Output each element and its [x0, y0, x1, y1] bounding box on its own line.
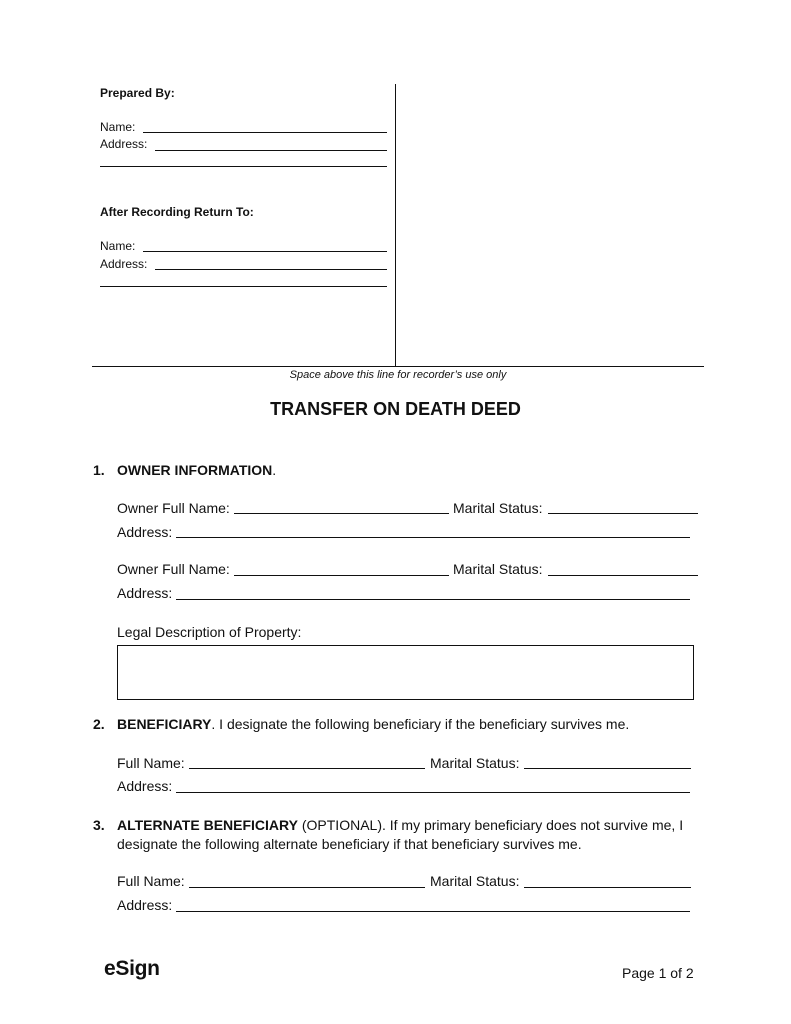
page-number: Page 1 of 2 [622, 965, 694, 981]
owner2-address-field[interactable] [176, 599, 690, 600]
document-title: TRANSFER ON DEATH DEED [270, 399, 521, 419]
alternate-marital-label: Marital Status: [430, 873, 520, 889]
recorder-area-line [92, 366, 704, 367]
alternate-marital-field[interactable] [524, 887, 691, 888]
owner2-address-label: Address: [117, 585, 173, 601]
owner1-marital-label: Marital Status: [453, 500, 543, 516]
beneficiary-marital-field[interactable] [524, 768, 691, 769]
owner2-marital-field[interactable] [548, 575, 698, 576]
beneficiary-address-label: Address: [117, 778, 173, 794]
owner2-name-label: Owner Full Name: [117, 561, 230, 577]
section-2-number: 2. [93, 716, 105, 732]
recorder-note: Space above this line for recorder’s use only [289, 369, 507, 381]
owner1-name-field[interactable] [234, 513, 449, 514]
esign-logo: eSign [104, 957, 160, 980]
return-name-label: Name: [100, 239, 136, 253]
section-2-heading [117, 716, 629, 732]
alternate-name-field[interactable] [189, 887, 425, 888]
beneficiary-name-field[interactable] [189, 768, 425, 769]
section-1-title: OWNER INFORMATION [117, 462, 273, 478]
beneficiary-address-field[interactable] [176, 792, 690, 793]
recorder-area-divider [395, 84, 396, 366]
section-3-text-1: (OPTIONAL). If my primary beneficiary does not survive me, I [297, 817, 684, 833]
return-name-field[interactable] [143, 251, 387, 252]
after-recording-label: After Recording Return To: [100, 205, 254, 219]
section-2-text: . I designate the following beneficiary if the beneficiary survives me. [211, 716, 630, 732]
beneficiary-marital-label: Marital Status: [430, 755, 520, 771]
owner1-marital-field[interactable] [548, 513, 698, 514]
prepared-name-field[interactable] [143, 132, 387, 133]
return-address-field[interactable] [155, 269, 387, 270]
legal-description-box[interactable] [117, 645, 694, 700]
section-3-text-2: designate the following alternate beneficiary if that beneficiary survives me. [117, 836, 582, 852]
section-1-number: 1. [93, 462, 105, 478]
prepared-address-field[interactable] [155, 150, 387, 151]
prepared-address-label: Address: [100, 137, 148, 151]
section-2-title: BENEFICIARY [117, 716, 212, 732]
section-3-heading [117, 817, 683, 833]
section-3-number: 3. [93, 817, 105, 833]
return-address-field-2[interactable] [100, 286, 387, 287]
owner1-name-label: Owner Full Name: [117, 500, 230, 516]
owner1-address-label: Address: [117, 524, 173, 540]
alternate-address-field[interactable] [176, 911, 690, 912]
prepared-address-field-2[interactable] [100, 166, 387, 167]
owner2-marital-label: Marital Status: [453, 561, 543, 577]
legal-description-label: Legal Description of Property: [117, 624, 302, 640]
section-1-heading [117, 462, 276, 478]
section-3-title: ALTERNATE BENEFICIARY [117, 817, 298, 833]
prepared-name-label: Name: [100, 120, 136, 134]
prepared-by-label: Prepared By: [100, 86, 175, 100]
owner1-address-field[interactable] [176, 537, 690, 538]
return-address-label: Address: [100, 257, 148, 271]
alternate-address-label: Address: [117, 897, 173, 913]
alternate-name-label: Full Name: [117, 873, 185, 889]
section-1-period: . [272, 462, 277, 478]
owner2-name-field[interactable] [234, 575, 449, 576]
beneficiary-name-label: Full Name: [117, 755, 185, 771]
